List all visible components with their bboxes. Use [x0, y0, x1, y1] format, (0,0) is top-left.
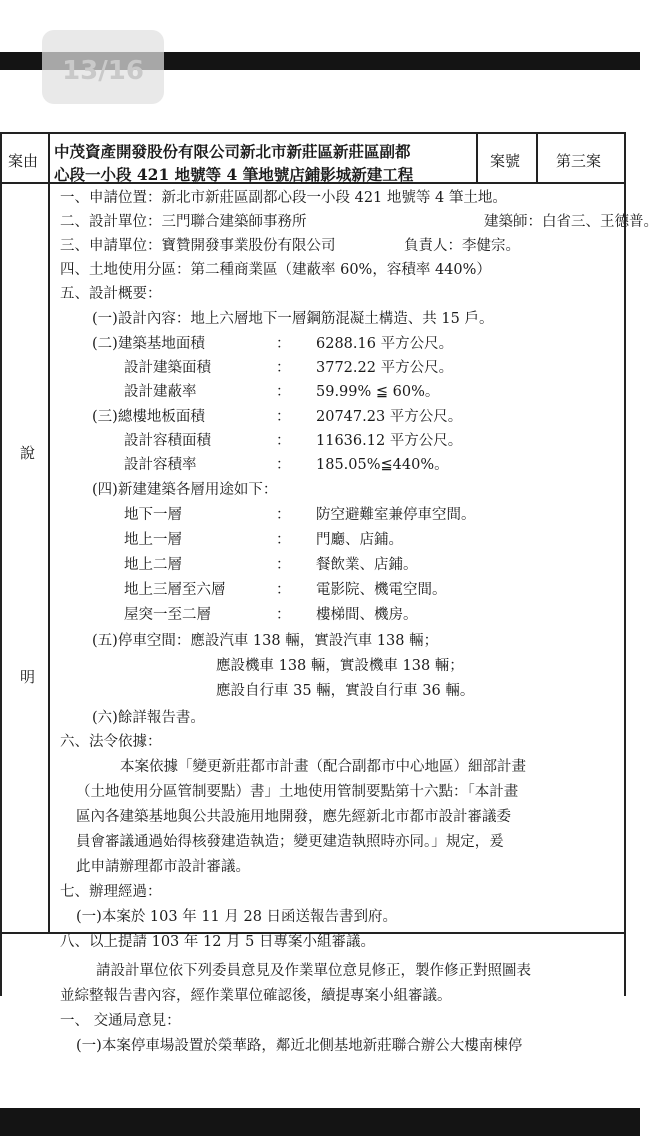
- text-line: (二)建築基地面積: [92, 336, 205, 352]
- bottom-bar: [0, 1108, 640, 1136]
- text-line: 餐飲業、店鋪。: [316, 557, 418, 573]
- text-line: 設計容積率: [124, 457, 197, 473]
- case-no-divider-2: [536, 132, 538, 184]
- text-line: 應設自行車 35 輛，實設自行車 36 輛。: [216, 683, 475, 699]
- text-line: (一)本案於 103 年 11 月 28 日函送報告書到府。: [76, 909, 398, 925]
- text-line: ：: [276, 336, 291, 352]
- case-label: 案由: [8, 152, 39, 170]
- text-line: ：: [276, 384, 291, 400]
- document-page: [0, 132, 658, 1054]
- text-line: 本案依據「變更新莊都市計畫（配合副都市中心地區）細部計畫: [120, 759, 526, 775]
- text-line: ：: [276, 557, 291, 573]
- text-line: 五、設計概要：: [60, 286, 162, 302]
- case-title: [54, 140, 474, 186]
- text-line: 負責人：李健宗。: [404, 238, 520, 254]
- text-line: ：: [276, 507, 291, 523]
- text-line: ：: [276, 607, 291, 623]
- text-line: 一、 交通局意見：: [60, 1013, 181, 1029]
- text-line: 電影院、機電空間。: [316, 582, 447, 598]
- text-line: 185.05%≦440%。: [316, 457, 449, 473]
- case-title-line-2: 心段一小段 421 地號等 4 筆地號店鋪影城新建工程: [54, 165, 414, 184]
- text-line: 並綜整報告書內容，經作業單位確認後，續提專案小組審議。: [60, 988, 452, 1004]
- text-line: (一)設計內容：地上六層地下一層鋼筋混凝土構造、共 15 戶。: [92, 311, 494, 327]
- text-line: ：: [276, 409, 291, 425]
- text-line: 二、設計單位：三門聯合建築師事務所: [60, 214, 307, 230]
- text-line: 地下一層: [124, 507, 182, 523]
- text-line: 四、土地使用分區：第二種商業區（建蔽率 60%，容積率 440%）: [60, 262, 491, 278]
- table-border-left: [0, 132, 2, 996]
- text-line: 六、法令依據：: [60, 734, 162, 750]
- text-line: 一、申請位置：新北市新莊區副都心段一小段 421 地號等 4 筆土地。: [60, 190, 507, 206]
- page-indicator: 13/16: [42, 30, 164, 104]
- text-line: 20747.23 平方公尺。: [316, 409, 463, 425]
- text-line: 建築師：白省三、王德普。: [484, 214, 658, 230]
- text-line: ：: [276, 532, 291, 548]
- text-line: 三、申請單位：寶贊開發事業股份有限公司: [60, 238, 336, 254]
- table-border-top: [0, 132, 626, 134]
- text-line: ：: [276, 582, 291, 598]
- text-line: 地上二層: [124, 557, 182, 573]
- text-line: 員會審議通過始得核發建造執造；變更建造執照時亦同。」規定，爰: [76, 834, 504, 850]
- text-line: 3772.22 平方公尺。: [316, 360, 454, 376]
- text-line: （土地使用分區管制要點）書」土地使用管制要點第十六點：「本計畫: [76, 784, 519, 800]
- case-no-label: 案號: [490, 152, 521, 170]
- text-line: ：: [276, 360, 291, 376]
- text-line: 樓梯間、機房。: [316, 607, 418, 623]
- text-line: 設計建蔽率: [124, 384, 197, 400]
- text-line: 八、以上提請 103 年 12 月 5 日專案小組審議。: [60, 934, 376, 950]
- text-line: 門廳、店鋪。: [316, 532, 403, 548]
- text-line: 應設機車 138 輛，實設機車 138 輛；: [216, 658, 464, 674]
- text-line: 地上一層: [124, 532, 182, 548]
- text-line: 設計容積面積: [124, 433, 211, 449]
- text-line: 區內各建築基地與公共設施用地開發，應先經新北市都市設計審議委: [76, 809, 511, 825]
- text-line: 6288.16 平方公尺。: [316, 336, 454, 352]
- label-column-divider: [48, 132, 50, 932]
- side-label-ming: 明: [20, 668, 36, 686]
- side-label-shuo: 說: [20, 444, 36, 462]
- case-no-divider-1: [476, 132, 478, 184]
- text-line: (三)總樓地板面積: [92, 409, 205, 425]
- text-line: 請設計單位依下列委員意見及作業單位意見修正，製作修正對照圖表: [96, 963, 531, 979]
- text-line: (一)本案停車場設置於榮華路，鄰近北側基地新莊聯合辦公大樓南棟停: [76, 1038, 523, 1054]
- text-line: 59.99% ≦ 60%。: [316, 384, 440, 400]
- case-no-value: 第三案: [556, 152, 602, 170]
- case-title-line-1: 中茂資產開發股份有限公司新北市新莊區新莊區副都: [54, 142, 411, 161]
- text-line: ：: [276, 433, 291, 449]
- text-line: (五)停車空間：應設汽車 138 輛，實設汽車 138 輛；: [92, 633, 439, 649]
- text-line: 七、辦理經過：: [60, 884, 162, 900]
- text-line: ：: [276, 457, 291, 473]
- text-line: (六)餘詳報告書。: [92, 710, 205, 726]
- text-line: 地上三層至六層: [124, 582, 226, 598]
- text-line: 設計建築面積: [124, 360, 211, 376]
- text-line: 11636.12 平方公尺。: [316, 433, 463, 449]
- table-border-right: [624, 132, 626, 996]
- text-line: 防空避難室兼停車空間。: [316, 507, 476, 523]
- text-line: 屋突一至二層: [124, 607, 211, 623]
- text-line: 此申請辦理都市設計審議。: [76, 859, 250, 875]
- text-line: (四)新建建築各層用途如下：: [92, 482, 278, 498]
